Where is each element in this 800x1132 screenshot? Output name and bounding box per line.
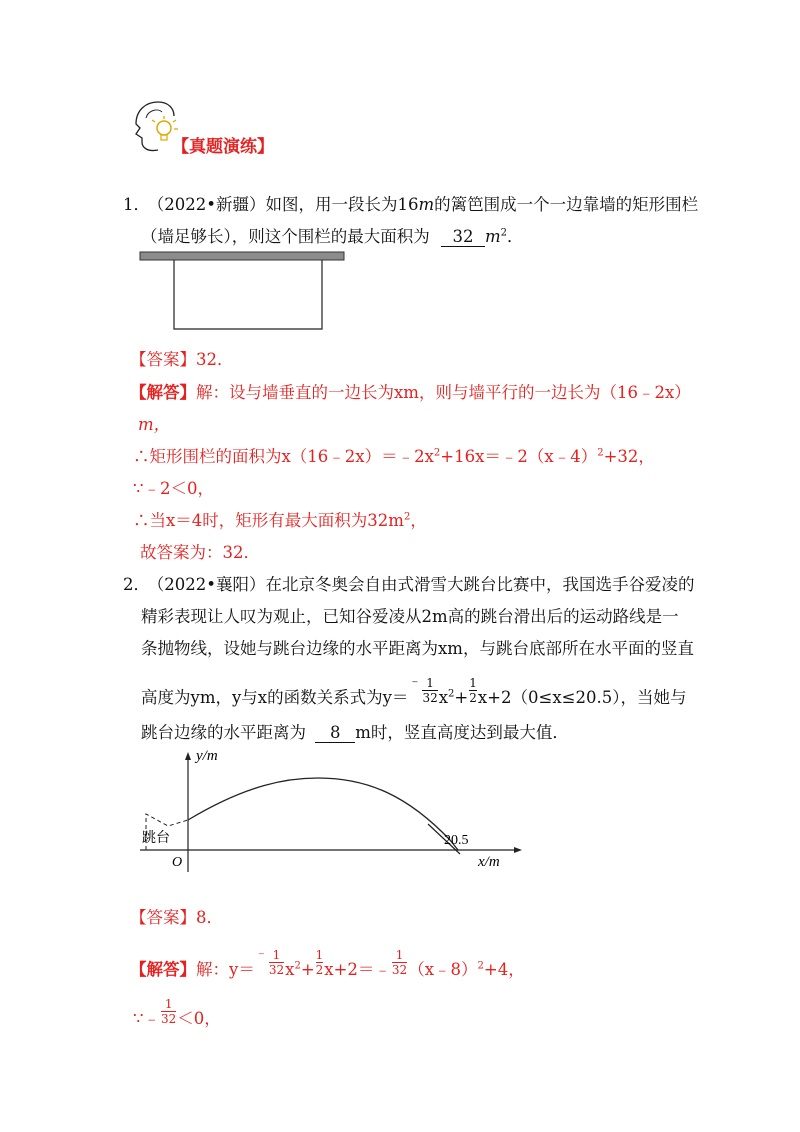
q2-answer: 【答案】8． [130,908,223,927]
q1-text-c: （墙足够长），则这个围栏的最大面积为 [141,227,430,246]
q2-sol-x2: x [324,960,334,979]
q1-s3-sup1: 2 [433,447,441,459]
q1-unit-2: m [485,227,501,246]
platform-label: 跳台 [142,831,170,846]
q2-text-1: 在北京冬奥会自由式滑雪大跳台比赛中，我国选手谷爱凌的 [265,575,695,594]
q1-line1 [123,191,698,215]
q2-sol2-frac-num: 1 [164,997,173,1011]
q1-s3c: +32， [603,447,655,466]
fence [174,260,322,329]
q2-text-5b: m时，竖直高度达到最大值． [355,723,569,742]
q2-frac1-num: 1 [426,676,434,690]
q2-sol2-a: ∵﹣ [133,1009,160,1028]
q1-answer: 【答案】32． [130,350,234,369]
q1-number: 1． [123,195,150,214]
q2-sol-sup: 2 [294,960,301,972]
q1-solution-line3 [133,443,655,467]
q2-frac2-num: 1 [469,676,477,690]
trajectory-curve [188,778,458,850]
q2-line1 [123,571,694,595]
q2-sol-frac1 [269,948,284,977]
q1-unit: m [418,195,435,214]
q2-sol-a: 解：y＝ [196,960,255,979]
q2-sol-frac1-num: 1 [272,948,281,962]
q2-sol2-frac [161,997,176,1026]
q2-sol-frac3 [392,948,407,977]
q2-sol-frac1-den: 32 [268,963,285,977]
y-axis-label: y/m [196,748,218,764]
q1-text: 如图，用一段长为16 [265,195,419,214]
q2-sol-frac3-num: 1 [395,948,404,962]
x-axis-label: x/m [478,854,500,870]
q2-source: （2022•襄阳） [156,575,266,594]
q1-solution-label: 【解答】 [130,383,196,402]
q2-frac2-den: 2 [469,691,477,705]
q2-sup: 2 [448,688,455,700]
q2-sol-sup2: 2 [477,960,484,972]
q1-line2 [141,223,524,247]
q2-sol-b: +2＝﹣ [333,960,391,979]
q2-frac1-den: 32 [422,691,438,705]
q2-sol-frac2-num: 1 [315,948,324,962]
q2-neg: ﹣ [408,674,422,689]
origin-label: O [172,855,183,870]
q2-text-4b: x+2（0≤x≤20.5），当她与 [477,688,687,707]
q2-line3: 条抛物线，设她与跳台边缘的水平距离为xm，与跳台底部所在水平面的竖直 [141,639,694,658]
q2-sol-d: +4， [483,960,525,979]
q1-solution-line4: ∵﹣2＜0， [133,479,214,498]
q1-s5-sup: 2 [403,511,411,523]
q2-line4 [141,674,687,713]
q1-s3-sup2: 2 [597,447,604,459]
q2-solution-label: 【解答】 [130,960,196,979]
q2-sol-frac2 [316,948,324,977]
q2-sol-x: x [285,960,295,979]
q2-solution-line1 [130,946,525,985]
x-end-label: 20.5 [444,833,469,848]
wall [140,252,344,260]
q2-number: 2． [123,575,150,594]
q2-x: x [438,688,449,707]
q1-answer-blank: 32 [441,227,485,247]
q2-plus: + [454,688,469,707]
y-axis-arrow [185,752,191,760]
q2-frac-1-2 [469,676,477,705]
q1-s5a: ∴当x＝4时，矩形有最大面积为32m [133,511,404,530]
q1-source: （2022•新疆） [156,195,266,214]
q2-line5 [141,719,569,743]
q2-sol-frac2-den: 2 [315,963,324,977]
q2-text-5a: 跳台边缘的水平距离为 [141,723,306,742]
q2-solution-line2 [133,997,221,1034]
q2-sol-frac3-den: 32 [391,963,408,977]
q1-s5b: ， [410,511,427,530]
q1-figure [138,250,348,332]
q1-solution-line2: m， [138,415,171,434]
q2-sol2-b: ＜0， [177,1009,221,1028]
q2-sol-neg: ﹣ [254,946,268,961]
q1-s3b: +16x＝﹣2（x﹣4） [440,447,598,466]
section-title: 【真题演练】 [172,137,274,157]
q1-text-b: 的篱笆围成一个一边靠墙的矩形围栏 [434,195,699,214]
q2-sol-c: （x﹣8） [408,960,478,979]
q1-solution-line5 [133,507,427,531]
q2-frac-1-32 [422,676,437,705]
q2-figure [138,746,538,876]
q1-sup: 2 [500,227,508,239]
q2-sol2-frac-den: 32 [161,1012,177,1026]
q1-solution-line1 [130,379,691,403]
x-axis-arrow [514,847,522,853]
q1-s3a: ∴矩形围栏的面积为x（16﹣2x）＝﹣2x [133,447,434,466]
q2-sol-plus: + [300,960,315,979]
q1-end: ． [507,227,524,246]
q2-answer-blank: 8 [315,723,355,743]
q2-line2: 精彩表现让人叹为观止，已知谷爱凌从2m高的跳台滑出后的运动路线是一 [141,607,679,626]
q1-solution-text: 解：设与墙垂直的一边长为xm，则与墙平行的一边长为（16﹣2x） [196,383,691,402]
q1-solution-line6: 故答案为：32． [140,543,260,562]
q2-text-4a: 高度为ym，y与x的函数关系式为y＝ [141,688,409,707]
